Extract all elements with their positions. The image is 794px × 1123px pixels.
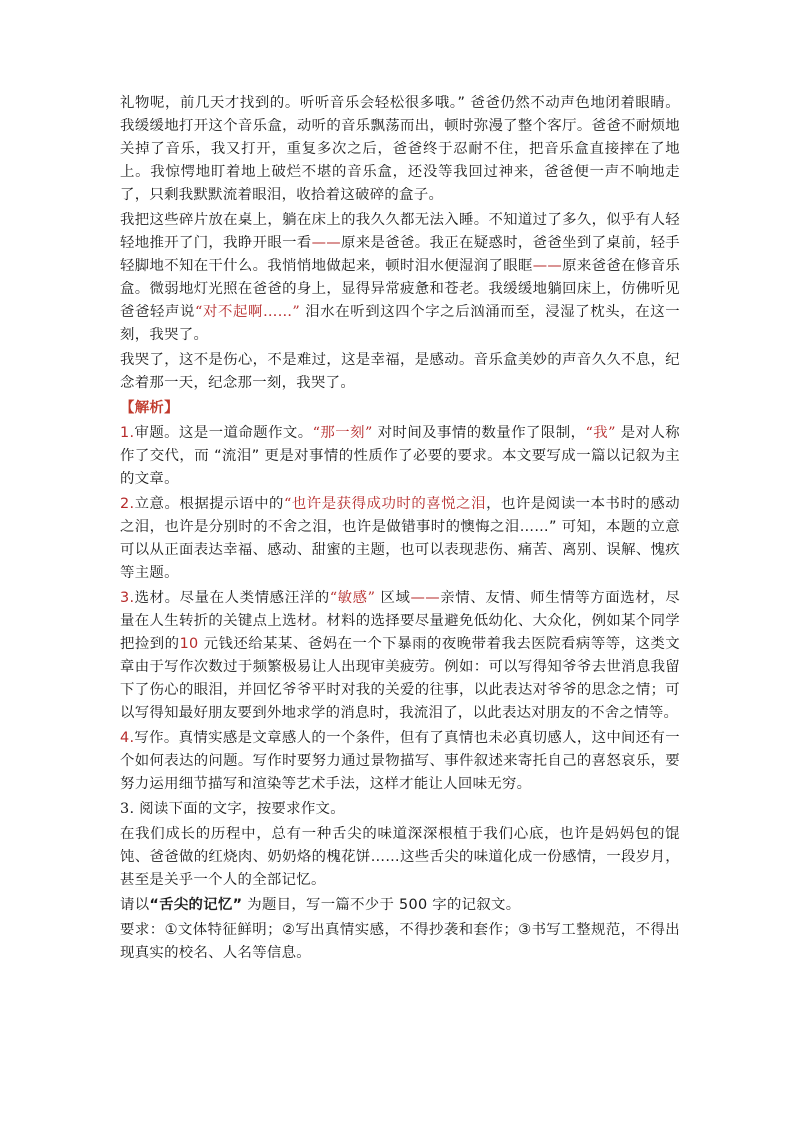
story-paragraph-1 xyxy=(120,92,680,207)
story-paragraph-2 xyxy=(120,209,680,347)
analysis-heading-text: 【解析】 xyxy=(120,400,179,416)
em-dash: —— xyxy=(410,590,440,606)
quoted-term: “也许是获得成功时的喜悦之泪 xyxy=(283,496,487,512)
question-number: 3. xyxy=(120,801,135,817)
analysis-item-4 xyxy=(120,727,680,796)
item-text: ，也许是阅读一本书时的感动之泪，也许是分别时的不舍之泪，也许是做错事时的懊悔之泪……” 可知，本题的立意可以从正面表达幸福、感动、甜蜜的主题，也可以表现悲伤、痛苦、离别、误解、愧疚等主题。 xyxy=(120,496,680,581)
item-number: 3. xyxy=(120,590,135,606)
quoted-term: “我” xyxy=(585,425,616,441)
word-count: 500 xyxy=(399,897,428,913)
quoted-term: “敏感” xyxy=(329,590,376,606)
item-text: 亲情、友情、师生情等方面选材，尽量在人生转折的关键点上选材。材料的选择要尽量避免低幼化、大众化，例如某个同学把捡到的 xyxy=(120,590,680,652)
story-text: 我把这些碎片放在桌上，躺在床上的我久久都无法入睡。不知道过了多久，似乎有人轻轻地推开了门，我睁开眼一看 xyxy=(120,212,680,251)
em-dash: —— xyxy=(532,258,563,274)
analysis-item-3 xyxy=(120,587,680,725)
question-prompt-text: 阅读下面的文字，按要求作文。 xyxy=(134,801,345,817)
analysis-item-2 xyxy=(120,493,680,585)
analysis-item-1 xyxy=(120,422,680,491)
question-3-requirements xyxy=(120,919,680,965)
question-3-material xyxy=(120,823,680,892)
item-number: 1. xyxy=(120,425,135,441)
item-text: 写作。真情实感是文章感人的一个条件，但有了真情也未必真切感人，这中间还有一个如何表达的问题。写作时要努力通过景物描写、事件叙述来寄托自己的喜怒哀乐，要努力运用细节描写和渲染等艺术手法，这样才能让人回味无穷。 xyxy=(120,730,680,792)
item-text: 区域 xyxy=(375,590,411,606)
item-number: 2. xyxy=(120,496,135,512)
item-text: 审题。这是一道命题作文。 xyxy=(134,425,313,441)
number-value: 10 xyxy=(179,636,199,652)
quoted-term: “那一刻” xyxy=(312,425,373,441)
story-text: 原来爸爸在修音乐盒。微弱地灯光照在爸爸的身上，显得异常疲惫和苍老。我缓缓地躺回床上，仿佛听见爸爸轻声说 xyxy=(120,258,681,320)
item-number: 4. xyxy=(120,730,135,746)
em-dash: —— xyxy=(311,235,341,251)
question-3-title-instruction xyxy=(120,894,680,917)
instruction-text: 为题目，写一篇不少于 xyxy=(242,897,400,913)
document-page xyxy=(120,92,680,965)
analysis-heading xyxy=(120,397,680,420)
item-text: 对时间及事情的数量作了限制， xyxy=(372,425,586,441)
story-paragraph-3 xyxy=(120,349,680,395)
story-text: 原来是爸爸。我正在疑惑时，爸爸坐到了桌前，轻手轻脚地不知在干什么。我悄悄地做起来，顿时泪水便湿润了眼眶 xyxy=(120,235,680,274)
story-text: 我哭了，这不是伤心，不是难过，这是幸福，是感动。音乐盒美妙的声音久久不息，纪念着那一天，纪念那一刻，我哭了。 xyxy=(120,352,680,391)
item-text: 是对人称作了交代，而 “流泪” 更是对事情的性质作了必要的要求。本文要写成一篇以记叙为主的文章。 xyxy=(120,425,680,487)
story-text: 礼物呢，前几天才找到的。听听音乐会轻松很多哦。” 爸爸仍然不动声色地闭着眼睛。我缓缓地打开这个音乐盒，动听的音乐飘荡而出，顿时弥漫了整个客厅。爸爸不耐烦地关掉了音乐，我又打开，重复多次之后，爸爸终于忍耐不住，把音乐盒直接摔在了地上。我惊愕地盯着地上破烂不堪的音乐盒，还没等我回过神来，爸爸便一声不响地走了，只剩我默默流着眼泪，收拾着这破碎的盒子。 xyxy=(120,95,680,203)
instruction-text: 字的记叙文。 xyxy=(427,897,521,913)
item-text: 立意。根据提示语中的 xyxy=(134,496,284,512)
question-3-prompt xyxy=(120,798,680,821)
item-text: 选材。尽量在人类情感汪洋的 xyxy=(134,590,330,606)
essay-title: “舌尖的记忆” xyxy=(149,897,243,913)
item-text: 元钱还给某某、爸妈在一个下暴雨的夜晚带着我去医院看病等等，这类文章由于写作次数过于频繁极易让人出现审美疲劳。例如：可以写得知爷爷去世消息我留下了伤心的眼泪，并回忆爷爷平时对我的关爱的往事，以此表达对爷爷的思念之情；可以写得知最好朋友要到外地求学的消息时，我流泪了，以此表达对朋友的不舍之情等。 xyxy=(120,636,680,721)
instruction-text: 请以 xyxy=(120,897,150,913)
material-text: 在我们成长的历程中，总有一种舌尖的味道深深根植于我们心底，也许是妈妈包的馄饨、爸爸做的红烧肉、奶奶烙的槐花饼……这些舌尖的味道化成一份感情，一段岁月，甚至是关乎一个人的全部记忆。 xyxy=(120,826,680,888)
story-text: 泪水在听到这四个字之后汹涌而至，浸湿了枕头，在这一刻，我哭了。 xyxy=(120,304,680,343)
requirements-text: 要求：①文体特征鲜明；②写出真情实感，不得抄袭和套作；③书写工整规范，不得出现真实的校名、人名等信息。 xyxy=(120,922,680,961)
quoted-speech: “对不起啊……” xyxy=(195,304,301,320)
